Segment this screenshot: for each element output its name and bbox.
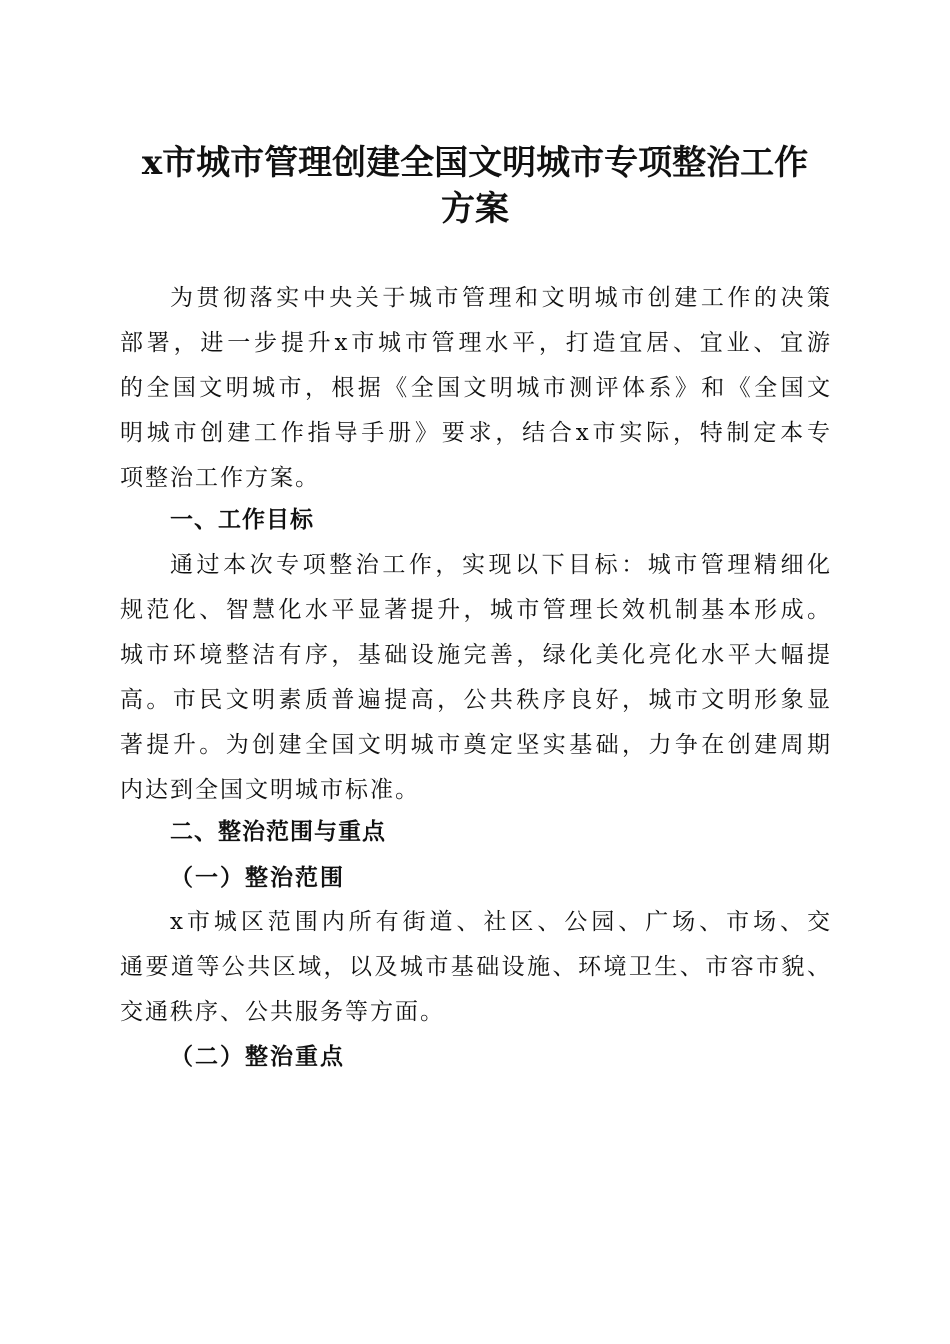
section-1-paragraph [120,543,832,813]
section-2-heading: 二、整治范围与重点 [170,819,386,845]
section-1-heading: 一、工作目标 [170,507,314,533]
intro-line: 部署，进一步提升x市城市管理水平，打造宜居、宜业、宜游 [120,330,832,356]
document-title-line-1: x市城市管理创建全国文明城市专项整治工作 [141,143,809,183]
section-2-sub-1-line: 通要道等公共区域，以及城市基础设施、环境卫生、市容市貌、 [120,954,832,980]
intro-line: 的全国文明城市，根据《全国文明城市测评体系》和《全国文 [120,375,832,401]
section-2-sub-1-line: x市城区范围内所有街道、社区、公园、广场、市场、交 [170,909,832,935]
intro-line: 明城市创建工作指导手册》要求，结合x市实际，特制定本专 [120,420,832,446]
section-2-sub-1-line: 交通秩序、公共服务等方面。 [120,999,445,1025]
intro-line: 项整治工作方案。 [120,465,320,491]
section-1-line: 高。市民文明素质普遍提高，公共秩序良好，城市文明形象显 [120,687,832,713]
intro-paragraph [120,276,832,501]
section-1-line: 规范化、智慧化水平显著提升，城市管理长效机制基本形成。 [120,597,832,623]
section-2-sub-1-paragraph [120,900,832,1035]
intro-line: 为贯彻落实中央关于城市管理和文明城市创建工作的决策 [170,285,832,311]
section-2-sub-2-heading: （二）整治重点 [170,1043,345,1070]
section-1-line: 通过本次专项整治工作，实现以下目标：城市管理精细化 [170,552,832,578]
section-1-line: 城市环境整洁有序，基础设施完善，绿化美化亮化水平大幅提 [120,642,832,668]
section-1-line: 内达到全国文明城市标准。 [120,777,420,803]
document-title-line-2: 方案 [441,189,509,229]
section-2-sub-1-heading: （一）整治范围 [170,864,345,891]
section-1-line: 著提升。为创建全国文明城市奠定坚实基础，力争在创建周期 [120,732,832,758]
